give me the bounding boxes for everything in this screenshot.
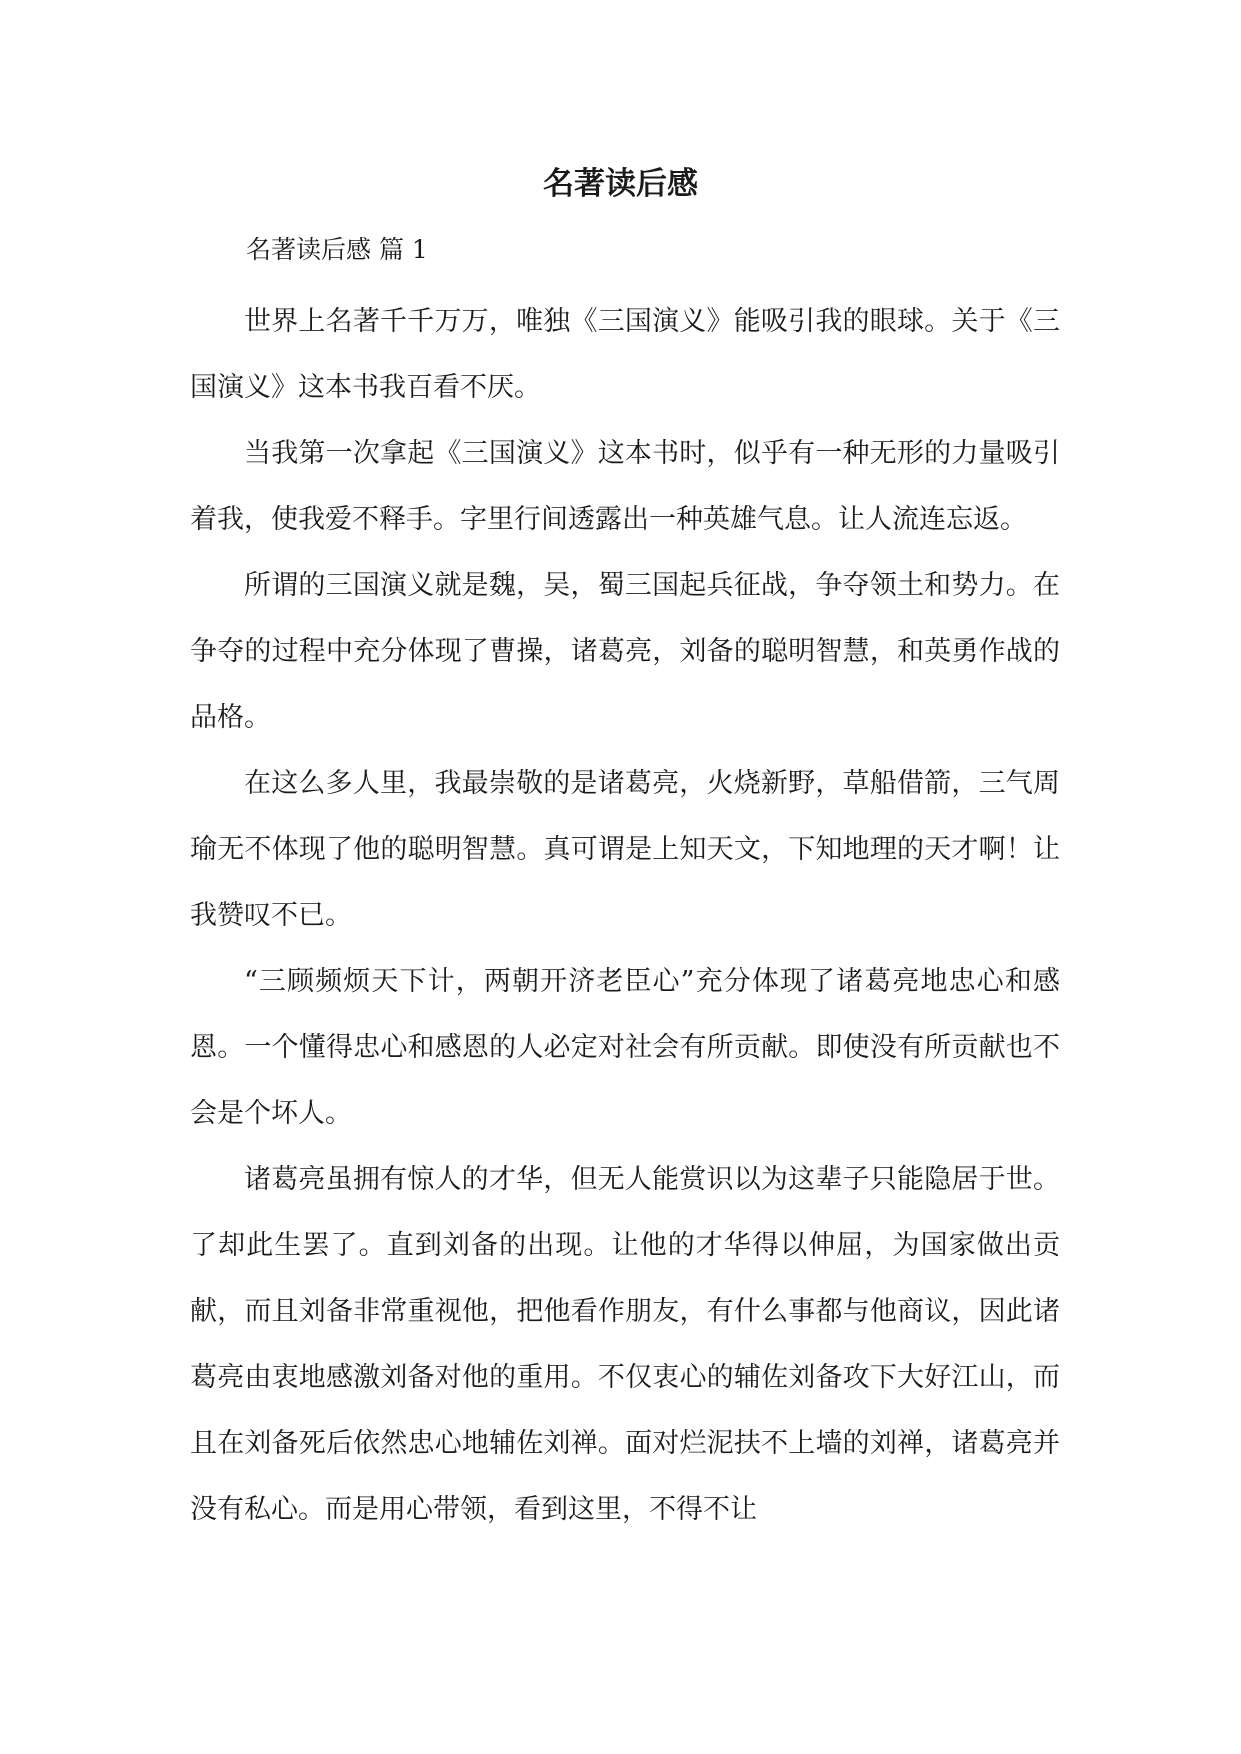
paragraph-1: 世界上名著千千万万，唯独《三国演义》能吸引我的眼球。关于《三国演义》这本书我百看不厌。 [190,306,1060,403]
section-heading: 名著读后感 篇 1 [246,235,428,264]
paragraph-5: “三顾频烦天下计，两朝开济老臣心”充分体现了诸葛亮地忠心和感恩。一个懂得忠心和感恩的人必定对社会有所贡献。即使没有所贡献也不会是个坏人。 [190,966,1060,1129]
document-body [190,289,1060,1543]
paragraph-6: 诸葛亮虽拥有惊人的才华，但无人能赏识以为这辈子只能隐居于世。了却此生罢了。直到刘备的出现。让他的才华得以伸屈，为国家做出贡献，而且刘备非常重视他，把他看作朋友，有什么事都与他商议，因此诸葛亮由衷地感激刘备对他的重用。不仅衷心的辅佐刘备攻下大好江山，而且在刘备死后依然忠心地辅佐刘禅。面对烂泥扶不上墙的刘禅，诸葛亮并没有私心。而是用心带领，看到这里，不得不让 [190,1164,1060,1525]
paragraph-2: 当我第一次拿起《三国演义》这本书时，似乎有一种无形的力量吸引着我，使我爱不释手。字里行间透露出一种英雄气息。让人流连忘返。 [190,438,1060,535]
paragraph-3: 所谓的三国演义就是魏，吴，蜀三国起兵征战，争夺领土和势力。在争夺的过程中充分体现了曹操，诸葛亮，刘备的聪明智慧，和英勇作战的品格。 [190,570,1060,733]
paragraph-4: 在这么多人里，我最崇敬的是诸葛亮，火烧新野，草船借箭，三气周瑜无不体现了他的聪明智慧。真可谓是上知天文，下知地理的天才啊！让我赞叹不已。 [190,768,1060,931]
document-title: 名著读后感 [543,166,698,202]
